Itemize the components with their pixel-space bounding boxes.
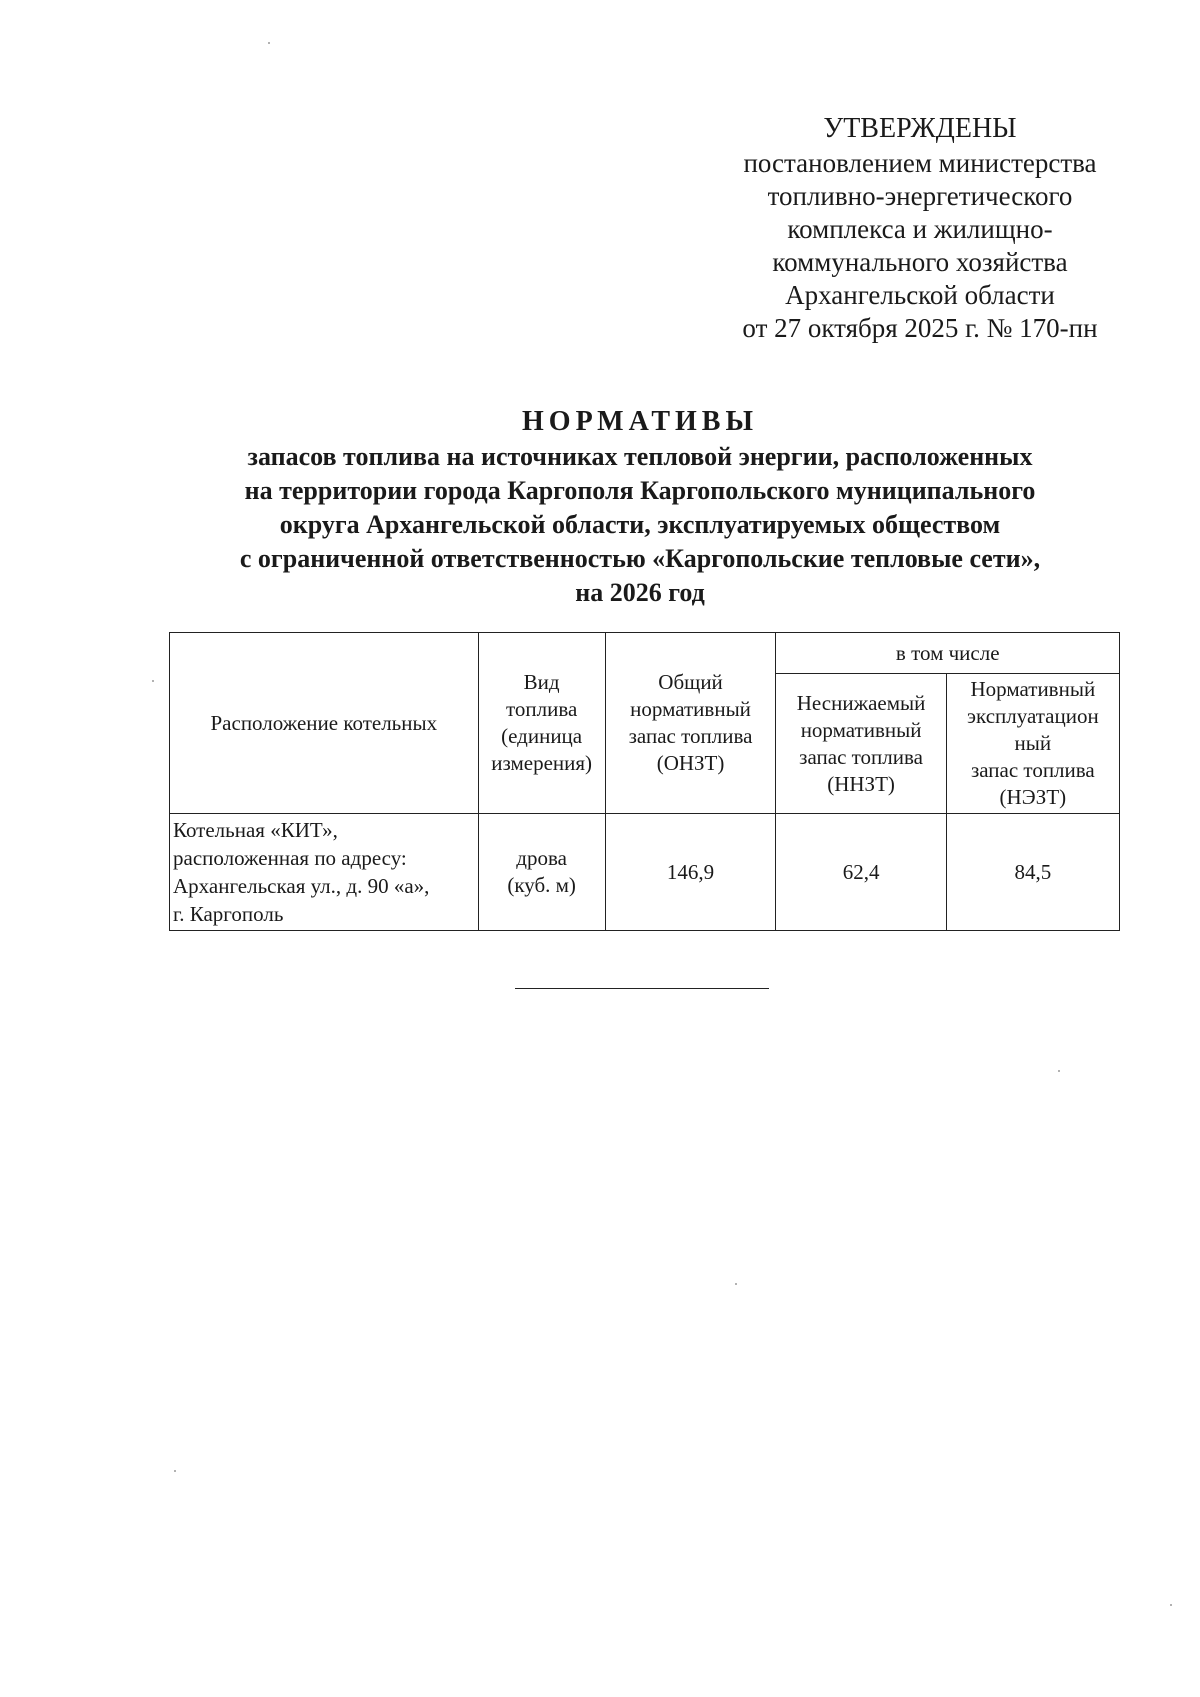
- header-text-line: запас топлива: [799, 744, 923, 769]
- approval-line: коммунального хозяйства: [772, 247, 1068, 277]
- approval-line: комплекса и жилищно-: [787, 214, 1053, 244]
- header-text-line: ный: [1014, 731, 1052, 755]
- header-text-line: (единица: [501, 724, 583, 748]
- document-subtitle-line: на территории города Каргополя Каргопольского муниципального: [244, 476, 1036, 505]
- header-text-line: топлива: [505, 697, 578, 721]
- scan-speck: [152, 680, 154, 682]
- cell-text-line: г. Каргополь: [173, 902, 284, 926]
- approval-block: [720, 112, 1120, 345]
- header-text-line: нормативный: [800, 717, 922, 742]
- document-subtitle-line: на 2026 год: [575, 578, 705, 607]
- approval-line: постановлением министерства: [743, 148, 1097, 178]
- title-block: [160, 404, 1120, 610]
- cell-text-line: (куб. м): [507, 873, 576, 897]
- cell-location: [170, 814, 479, 931]
- document-subtitle-line: запасов топлива на источниках тепловой энергии, расположенных: [247, 442, 1033, 471]
- header-text-line: запас топлива: [970, 758, 1095, 782]
- table-row: [170, 814, 1120, 931]
- header-location-text: Расположение котельных: [210, 710, 438, 735]
- header-text-line: Нормативный: [970, 677, 1096, 701]
- document-subtitle-line: с ограниченной ответственностью «Каргопольские тепловые сети»,: [239, 544, 1041, 573]
- header-text-line: эксплуатацион: [967, 704, 1099, 728]
- header-text-line: (ННЗТ): [827, 771, 895, 796]
- table-header-row: [170, 633, 1120, 674]
- approval-line: топливно-энергетического: [767, 181, 1073, 211]
- header-operational-reserve: [946, 674, 1119, 814]
- header-text-line: запас топлива: [628, 724, 753, 748]
- approval-line: Архангельской области: [785, 280, 1055, 310]
- header-fuel-type: [478, 633, 605, 814]
- cell-text-line: Архангельская ул., д. 90 «а»,: [173, 874, 430, 898]
- approval-heading: УТВЕРЖДЕНЫ: [823, 113, 1017, 144]
- header-location: [170, 633, 479, 814]
- header-irreducible-reserve: [776, 674, 946, 814]
- cell-text-line: дрова: [516, 846, 567, 870]
- header-including: [776, 633, 1120, 674]
- header-text-line: измерения): [491, 751, 593, 775]
- document-subtitle-line: округа Архангельской области, эксплуатируемых обществом: [279, 510, 1001, 539]
- cell-text-line: Котельная «КИТ»,: [173, 818, 338, 842]
- end-divider: [515, 988, 769, 989]
- cell-total: 146,9: [605, 814, 776, 931]
- cell-operational: 84,5: [946, 814, 1119, 931]
- header-text-line: Неснижаемый: [796, 690, 926, 715]
- cell-fuel: [478, 814, 605, 931]
- scan-speck: [268, 42, 270, 44]
- scan-speck: [735, 1283, 737, 1285]
- header-text-line: (ОНЗТ): [656, 751, 725, 775]
- header-text-line: (НЭЗТ): [999, 785, 1067, 809]
- scan-speck: [1058, 1070, 1060, 1072]
- norms-table: [169, 632, 1120, 931]
- cell-irreducible: 62,4: [776, 814, 946, 931]
- scan-speck: [174, 1470, 176, 1472]
- header-including-text: в том числе: [895, 640, 1000, 665]
- scan-speck: [1170, 1604, 1172, 1606]
- cell-text-line: расположенная по адресу:: [173, 846, 407, 870]
- header-text-line: Общий: [658, 670, 723, 694]
- approval-line: от 27 октября 2025 г. № 170-пн: [742, 313, 1098, 343]
- header-text-line: Вид: [523, 670, 560, 694]
- document-title: НОРМАТИВЫ: [522, 406, 758, 437]
- header-total-reserve: [605, 633, 776, 814]
- header-text-line: нормативный: [630, 697, 751, 721]
